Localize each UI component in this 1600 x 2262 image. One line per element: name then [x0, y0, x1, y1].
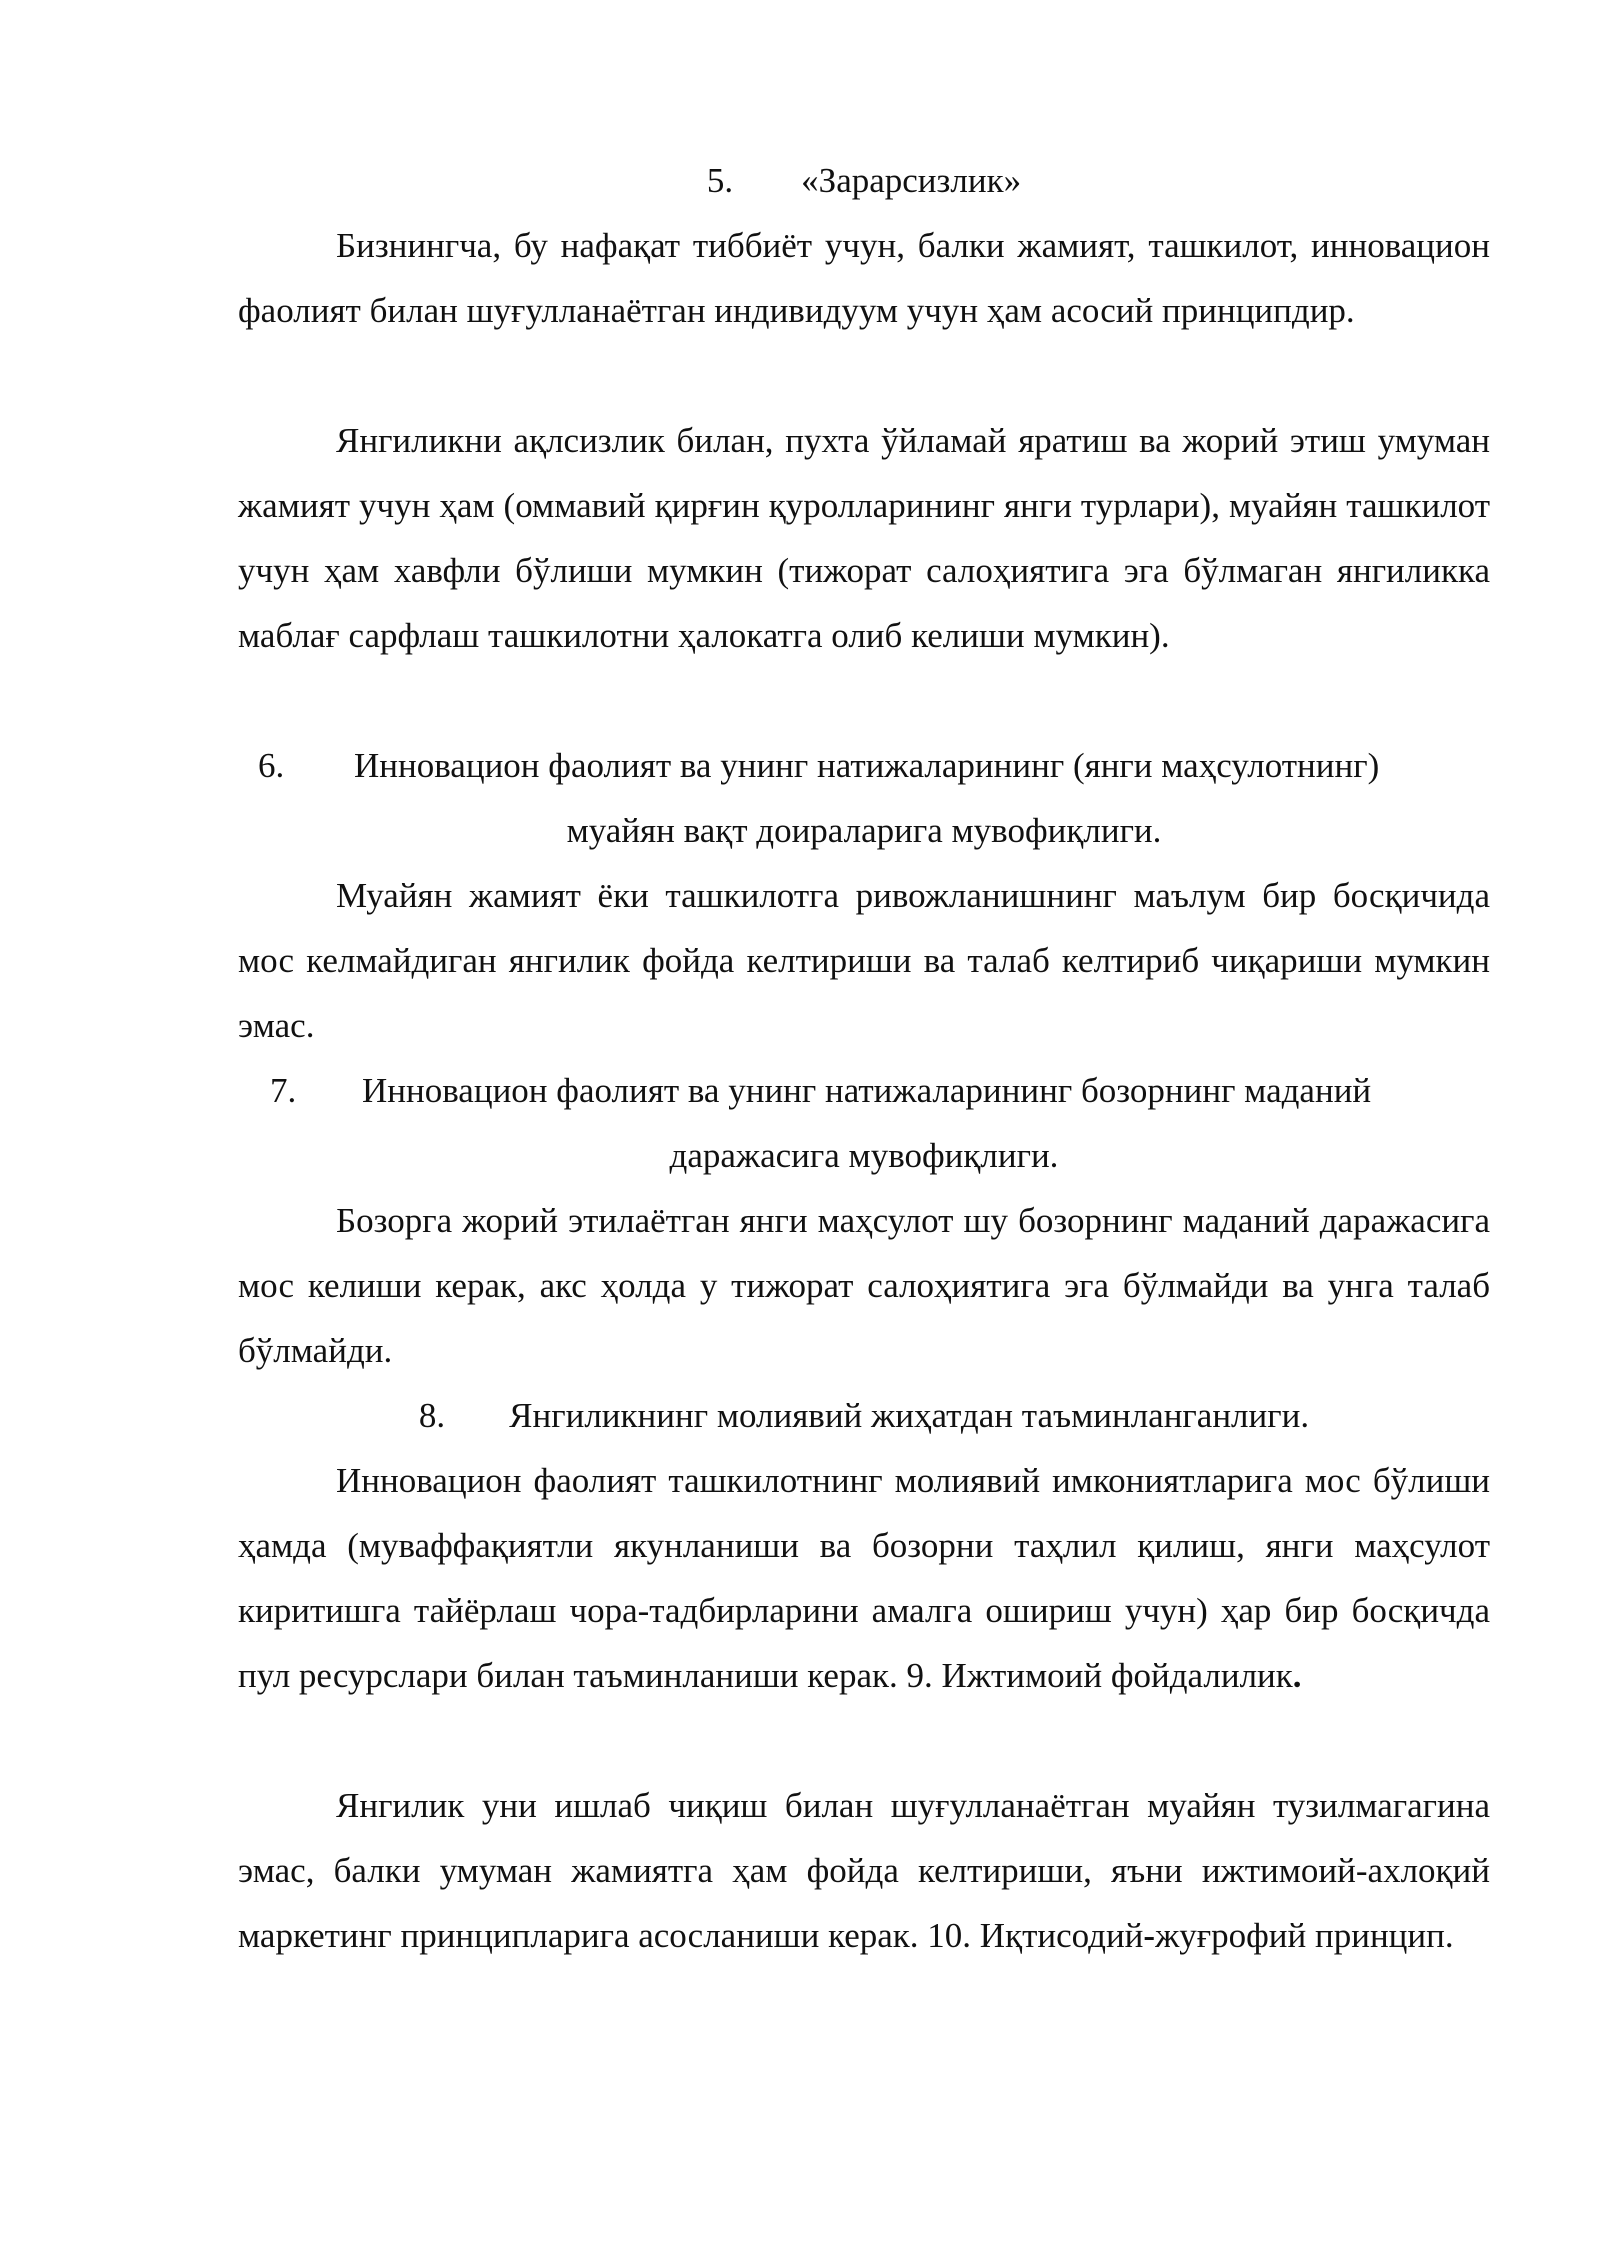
section-8-paragraph-text: Инновацион фаолият ташкилотнинг молиявий имкониятларига мос бўлиши ҳамда (муваффақиятли якунланиши ва бозорни таҳлил қилиш, янги маҳсулот киритишга тайёрлаш чора-тадбирларини амалга ошириш учун) ҳар бир босқичда пул ресурслари билан таъминланиши керак. 9. Ижтимоий фойдалилик — [238, 1461, 1490, 1695]
section-5-paragraph-1: Бизнингча, бу нафақат тиббиёт учун, балки жамият, ташкилот, инновацион фаолият билан шуғулланаётган индивидуум учун ҳам асосий принципдир. — [238, 226, 1490, 330]
section-7-heading-line-1 — [270, 1058, 1470, 1123]
section-8-paragraph-period: . — [1292, 1656, 1302, 1695]
section-7-number: 7. — [270, 1071, 297, 1110]
section-8-paragraph — [238, 1448, 1490, 1708]
section-8-heading — [238, 1383, 1490, 1448]
section-5-number: 5. — [706, 161, 734, 200]
section-6-number: 6. — [258, 746, 285, 785]
section-6-title-line-1: Инновацион фаолият ва унинг натижаларининг (янги маҳсулотнинг) — [354, 746, 1380, 785]
section-5-heading — [238, 148, 1490, 213]
section-8-number: 8. — [418, 1396, 446, 1435]
section-7-title-line-1: Инновацион фаолият ва унинг натижаларининг бозорнинг маданий — [362, 1071, 1372, 1110]
section-5-paragraph-2: Янгиликни ақлсизлик билан, пухта ўйламай яратиш ва жорий этиш умуман жамият учун ҳам (оммавий қирғин қуролларининг янги турлари), муайян ташкилот учун ҳам хавфли бўлиши мумкин (тижорат салоҳиятига эга бўлмаган янгиликка маблағ сарфлаш ташкилотни ҳалокатга олиб келиши мумкин). — [238, 421, 1490, 655]
section-7-paragraph: Бозорга жорий этилаётган янги маҳсулот шу бозорнинг маданий даражасига мос келиши керак, акс ҳолда у тижорат салоҳиятига эга бўлмайди ва унга талаб бўлмайди. — [238, 1201, 1490, 1370]
section-5-title: «Зарарсизлик» — [801, 161, 1022, 200]
section-9-paragraph-text: Янгилик уни ишлаб чиқиш билан шуғулланаётган муайян тузилмагагина эмас, балки умуман жамиятга ҳам фойда келтириши, яъни ижтимоий-ахлоқий маркетинг принципларига асосланиши керак. 10. Иқтисодий — [238, 1786, 1490, 1955]
section-7-heading-line-2: даражасига мувофиқлиги. — [669, 1136, 1059, 1175]
section-9-paragraph — [238, 1773, 1490, 1968]
section-8-title: Янгиликнинг молиявий жиҳатдан таъминланганлиги. — [509, 1396, 1310, 1435]
section-6-heading-line-1 — [258, 733, 1458, 798]
section-6-heading-line-2: муайян вақт доираларига мувофиқлиги. — [566, 811, 1162, 850]
section-6-paragraph: Муайян жамият ёки ташкилотга ривожланишнинг маълум бир босқичида мос келмайдиган янгилик фойда келтириши ва талаб келтириб чиқариши мумкин эмас. — [238, 876, 1490, 1045]
section-9-paragraph-tail: жуғрофий принцип. — [1155, 1916, 1454, 1955]
section-9-paragraph-dash: - — [1143, 1916, 1156, 1955]
